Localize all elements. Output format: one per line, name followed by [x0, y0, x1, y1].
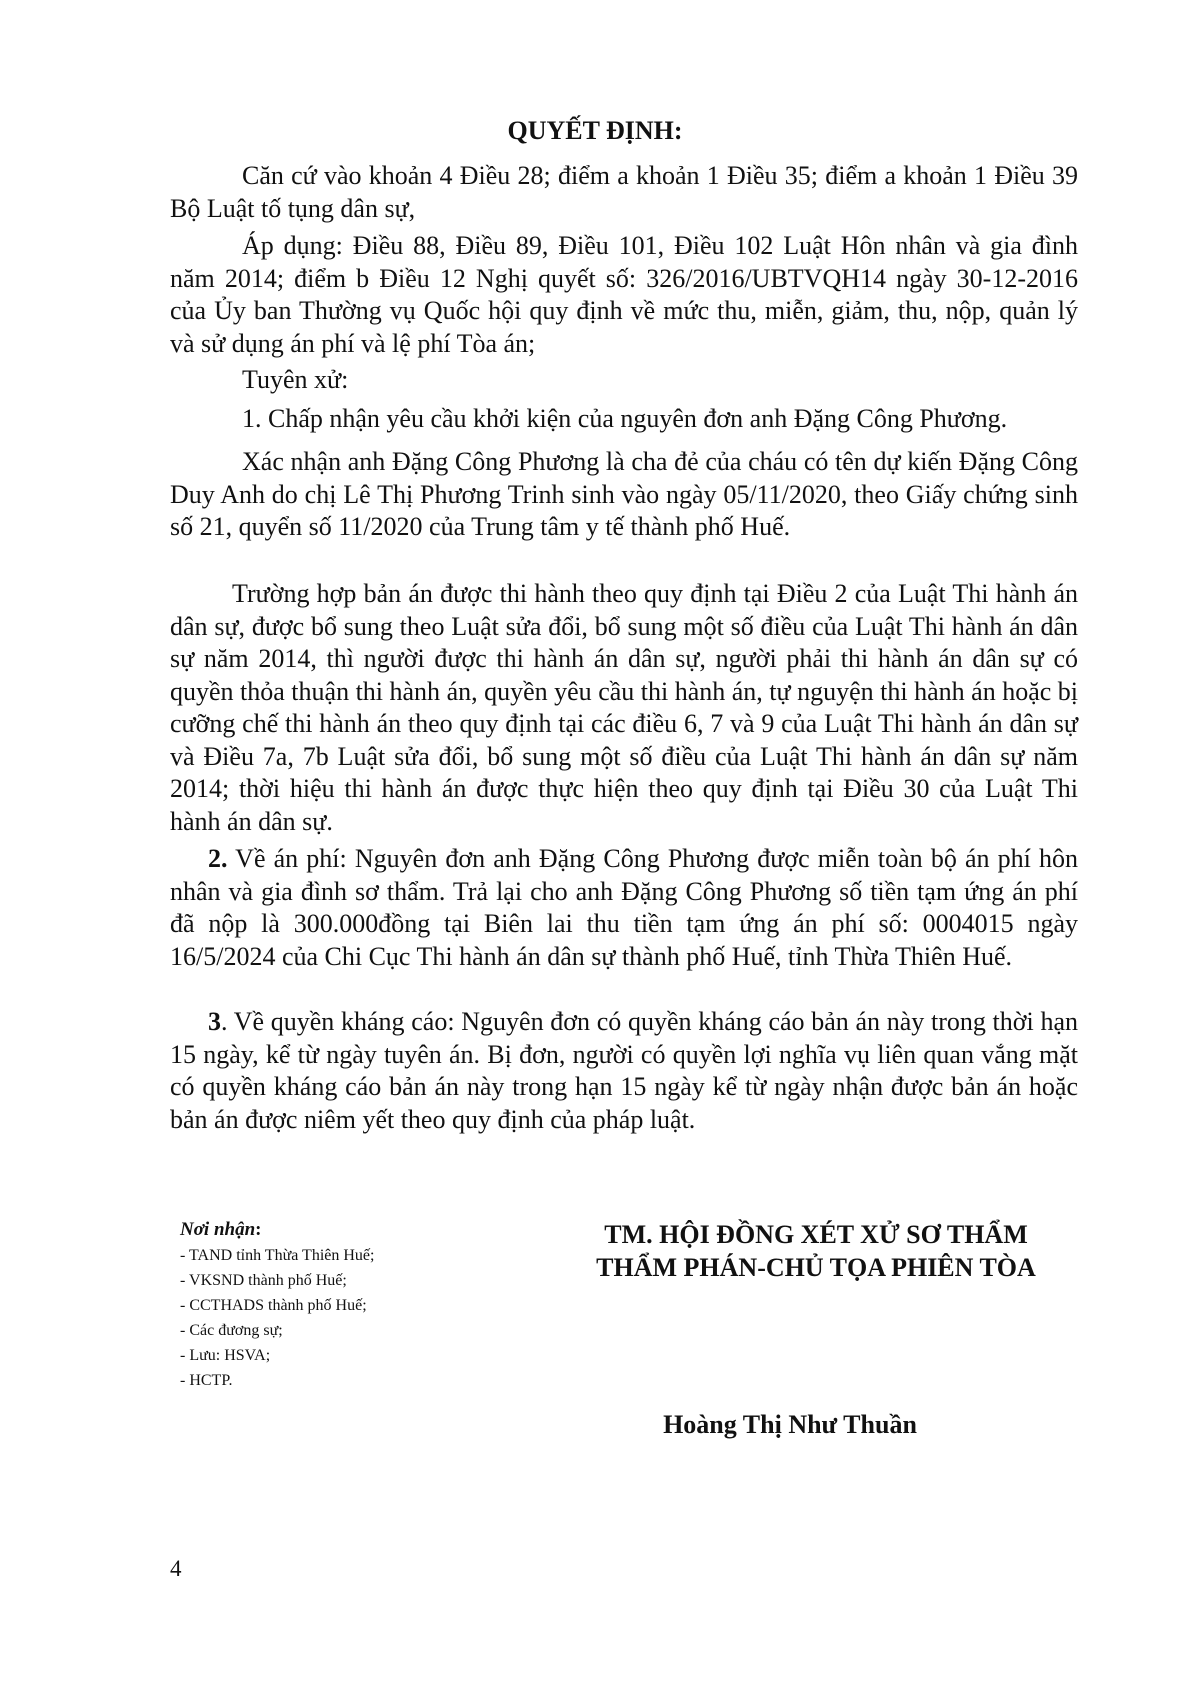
- recipient-item: - TAND tỉnh Thừa Thiên Huế;: [180, 1247, 375, 1264]
- paragraph-appeal-rights: [170, 1006, 1078, 1136]
- paragraph-verdict-label: Tuyên xử:: [242, 365, 349, 394]
- signature-line-2: THẨM PHÁN-CHỦ TỌA PHIÊN TÒA: [596, 1253, 1036, 1282]
- recipient-item: - CCTHADS thành phố Huế;: [180, 1297, 367, 1314]
- recipient-item: - Lưu: HSVA;: [180, 1347, 271, 1364]
- signer-name: Hoàng Thị Như Thuần: [663, 1410, 917, 1439]
- paragraph-enforcement: Trường hợp bản án được thi hành theo quy định tại Điều 2 của Luật Thi hành án dân sự, được bổ sung theo Luật sửa đổi, bổ sung một số điều của Luật Thi hành án dân sự năm 2014, thì người được thi hành án dân sự, người phải thi hành án dân sự có quyền thỏa thuận thi hành án, quyền yêu cầu thi hành án, tự nguyện thi hành án hoặc bị cưỡng chế thi hành án theo quy định tại các điều 6, 7 và 9 của Luật Thi hành án dân sự và Điều 7a, 7b Luật sửa đổi, bổ sung một số điều của Luật Thi hành án dân sự năm 2014; thời hiệu thi hành án được thực hiện theo quy định tại Điều 30 của Luật Thi hành án dân sự.: [170, 579, 1078, 836]
- item-2-number: 2.: [208, 844, 228, 873]
- item-2-text: Về án phí: Nguyên đơn anh Đặng Công Phương được miễn toàn bộ án phí hôn nhân và gia đình sơ thẩm. Trả lại cho anh Đặng Công Phương số tiền tạm ứng án phí đã nộp là 300.000đồng tại Biên lai thu tiền tạm ứng án phí số: 0004015 ngày 16/5/2024 của Chi Cục Thi hành án dân sự thành phố Huế, tỉnh Thừa Thiên Huế.: [170, 844, 1078, 971]
- signature-line-1: TM. HỘI ĐỒNG XÉT XỬ SƠ THẨM: [604, 1220, 1028, 1249]
- recipient-item: - VKSND thành phố Huế;: [180, 1272, 347, 1289]
- recipient-item: - HCTP.: [180, 1372, 233, 1389]
- recipients-heading: Nơi nhận:: [180, 1219, 262, 1240]
- recipients-block: [180, 1218, 540, 1393]
- paragraph-legal-basis: Căn cứ vào khoản 4 Điều 28; điểm a khoản 1 Điều 35; điểm a khoản 1 Điều 39 Bộ Luật tố tụng dân sự,: [170, 161, 1078, 223]
- paragraph-court-fee: [170, 843, 1078, 973]
- paragraph-applied-law: Áp dụng: Điều 88, Điều 89, Điều 101, Điều 102 Luật Hôn nhân và gia đình năm 2014; điểm b Điều 12 Nghị quyết số: 326/2016/UBTVQH14 ngày 30-12-2016 của Ủy ban Thường vụ Quốc hội quy định về mức thu, miễn, giảm, thu, nộp, quản lý và sử dụng án phí và lệ phí Tòa án;: [170, 231, 1078, 358]
- page-number: 4: [170, 1556, 182, 1581]
- signature-block-title: [566, 1218, 1066, 1284]
- paragraph-paternity: Xác nhận anh Đặng Công Phương là cha đẻ của cháu có tên dự kiến Đặng Công Duy Anh do chị Lê Thị Phương Trinh sinh vào ngày 05/11/2020, theo Giấy chứng sinh số 21, quyển số 11/2020 của Trung tâm y tế thành phố Huế.: [170, 447, 1078, 541]
- item-3-number: 3: [208, 1007, 221, 1036]
- decision-heading: QUYẾT ĐỊNH:: [507, 116, 683, 145]
- paragraph-item-1: 1. Chấp nhận yêu cầu khởi kiện của nguyên đơn anh Đặng Công Phương.: [242, 404, 1008, 433]
- recipient-item: - Các đương sự;: [180, 1322, 283, 1339]
- item-3-text: . Về quyền kháng cáo: Nguyên đơn có quyền kháng cáo bản án này trong thời hạn 15 ngày, kể từ ngày tuyên án. Bị đơn, người có quyền lợi nghĩa vụ liên quan vắng mặt có quyền kháng cáo bản án này trong hạn 15 ngày kể từ ngày nhận được bản án hoặc bản án được niêm yết theo quy định của pháp luật.: [170, 1007, 1078, 1134]
